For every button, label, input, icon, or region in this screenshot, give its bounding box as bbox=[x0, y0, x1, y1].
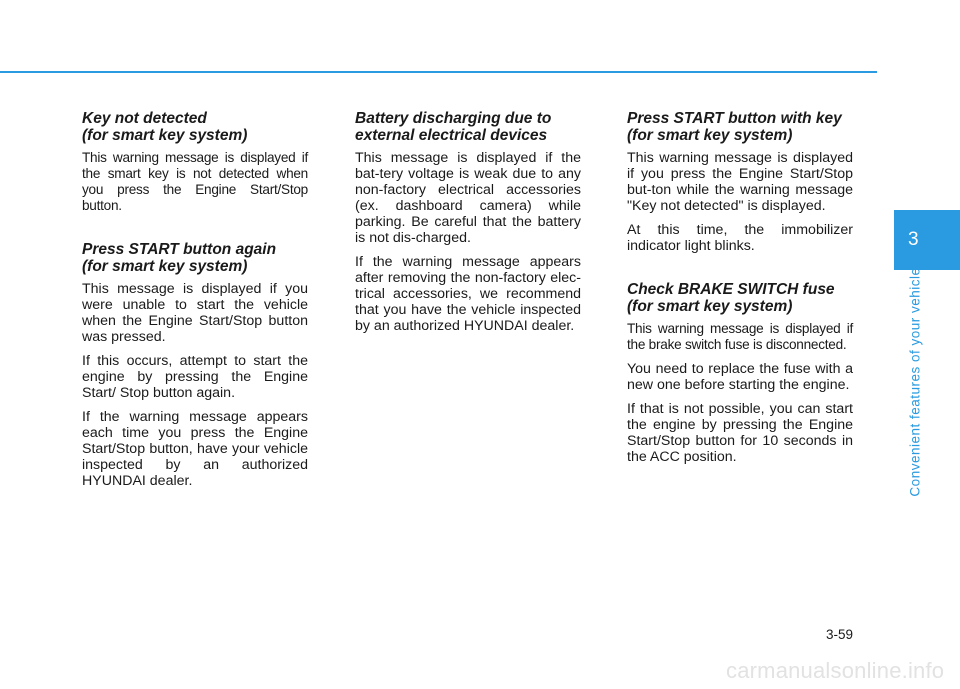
heading-line: (for smart key system) bbox=[627, 127, 793, 144]
paragraph: If that is not possible, you can start the engine by pressing the Engine Start/Stop button for 10 seconds in the ACC position. bbox=[627, 401, 853, 465]
heading-line: Press START button with key bbox=[627, 110, 842, 127]
heading-line: external electrical devices bbox=[355, 127, 548, 144]
heading-line: (for smart key system) bbox=[627, 298, 793, 315]
paragraph: This warning message is displayed if the brake switch fuse is disconnected. bbox=[627, 321, 853, 352]
column-right bbox=[627, 110, 853, 465]
page-number: 3-59 bbox=[826, 627, 854, 642]
section-heading bbox=[82, 110, 308, 144]
paragraph: This message is displayed if the bat-tery voltage is weak due to any non-factory electrical accessories (ex. dashboard camera) while parking. Be careful that the battery is not dis-charged. bbox=[355, 150, 581, 246]
section-heading bbox=[355, 110, 581, 144]
heading-line: (for smart key system) bbox=[82, 127, 248, 144]
heading-line: (for smart key system) bbox=[82, 258, 248, 275]
section-key-not-detected bbox=[82, 110, 308, 214]
chapter-title: Convenient features of your vehicle bbox=[907, 267, 923, 497]
heading-line: Check BRAKE SWITCH fuse bbox=[627, 281, 835, 298]
paragraph: You need to replace the fuse with a new one before starting the engine. bbox=[627, 361, 853, 393]
section-heading bbox=[627, 281, 853, 315]
paragraph: This message is displayed if you were unable to start the vehicle when the Engine Start/Stop button was pressed. bbox=[82, 281, 308, 345]
chapter-number: 3 bbox=[908, 229, 919, 250]
section-heading bbox=[627, 110, 853, 144]
heading-line: Battery discharging due to bbox=[355, 110, 552, 127]
column-middle bbox=[355, 110, 581, 334]
section-check-brake-switch-fuse bbox=[627, 281, 853, 465]
paragraph: If the warning message appears each time you press the Engine Start/Stop button, have your vehicle inspected by an authorized HYUNDAI dealer. bbox=[82, 409, 308, 489]
section-heading bbox=[82, 241, 308, 275]
paragraph: This warning message is displayed if you press the Engine Start/Stop but-ton while the warning message "Key not detected" is displayed. bbox=[627, 150, 853, 214]
paragraph: This warning message is displayed if the smart key is not detected when you press the Engine Start/Stop button. bbox=[82, 150, 308, 213]
paragraph: If the warning message appears after removing the non-factory elec-trical accessories, we recommend that you have the vehicle inspected by an authorized HYUNDAI dealer. bbox=[355, 254, 581, 334]
heading-line: Press START button again bbox=[82, 241, 277, 258]
paragraph: If this occurs, attempt to start the engine by pressing the Engine Start/ Stop button again. bbox=[82, 353, 308, 401]
header-rule bbox=[0, 71, 877, 73]
section-press-start-with-key bbox=[627, 110, 853, 254]
chapter-tab bbox=[894, 210, 960, 270]
section-press-start-again bbox=[82, 241, 308, 489]
column-left bbox=[82, 110, 308, 489]
watermark: carmanualsonline.info bbox=[726, 658, 945, 683]
paragraph: At this time, the immobilizer indicator light blinks. bbox=[627, 222, 853, 254]
heading-line: Key not detected bbox=[82, 110, 207, 127]
section-battery-discharging bbox=[355, 110, 581, 334]
